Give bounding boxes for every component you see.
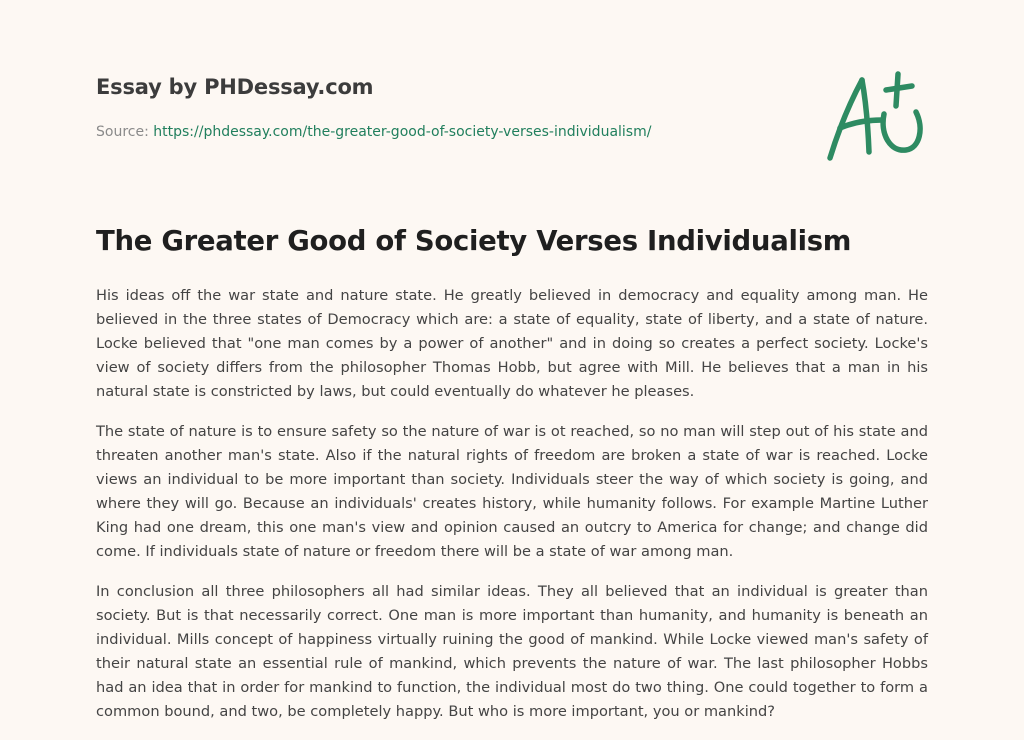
source-link[interactable]: https://phdessay.com/the-greater-good-of-society-verses-individualism/ bbox=[153, 124, 652, 140]
essay-paragraph: In conclusion all three philosophers all had similar ideas. They all believed that an individual is greater than society. But is that necessarily correct. One man is more important than humanity, and humanity is beneath an individual. Mills concept of happiness virtually ruining the good of mankind. While Locke viewed man's safety of their natural state an essential rule of mankind, which prevents the nature of war. The last philosopher Hobbs had an idea that in order for mankind to function, the individual most do two thing. One could together to form a common bound, and two, be completely happy. But who is more important, you or mankind? bbox=[96, 583, 928, 720]
a-plus-icon bbox=[824, 68, 928, 164]
essay-paragraph: His ideas off the war state and nature state. He greatly believed in democracy and equality among man. He believed in the three states of Democracy which are: a state of equality, state of liberty, and a state of nature. Locke believed that "one man comes by a power of another" and in doing so creates a perfect society. Locke's view of society differs from the philosopher Thomas Hobb, but agree with Mill. He believes that a man in his natural state is constricted by laws, but could eventually do whatever he pleases. bbox=[96, 287, 928, 400]
site-brand: Essay by PHDessay.com bbox=[96, 75, 374, 99]
essay-title: The Greater Good of Society Verses Individualism bbox=[96, 225, 852, 257]
essay-paragraph: The state of nature is to ensure safety so the nature of war is ot reached, so no man will step out of his state and threaten another man's state. Also if the natural rights of freedom are broken a state of war is reached. Locke views an individual to be more important than society. Individuals steer the way of which society is going, and where they will go. Because an individuals' creates history, while humanity follows. For example Martine Luther King had one dream, this one man's view and opinion caused an outcry to America for change; and change did come. If individuals state of nature or freedom there will be a state of war among man. bbox=[96, 423, 928, 560]
essay-body bbox=[96, 284, 928, 740]
a-plus-grade-logo bbox=[824, 68, 928, 164]
source-label: Source: bbox=[96, 124, 149, 140]
source-line bbox=[96, 124, 651, 140]
